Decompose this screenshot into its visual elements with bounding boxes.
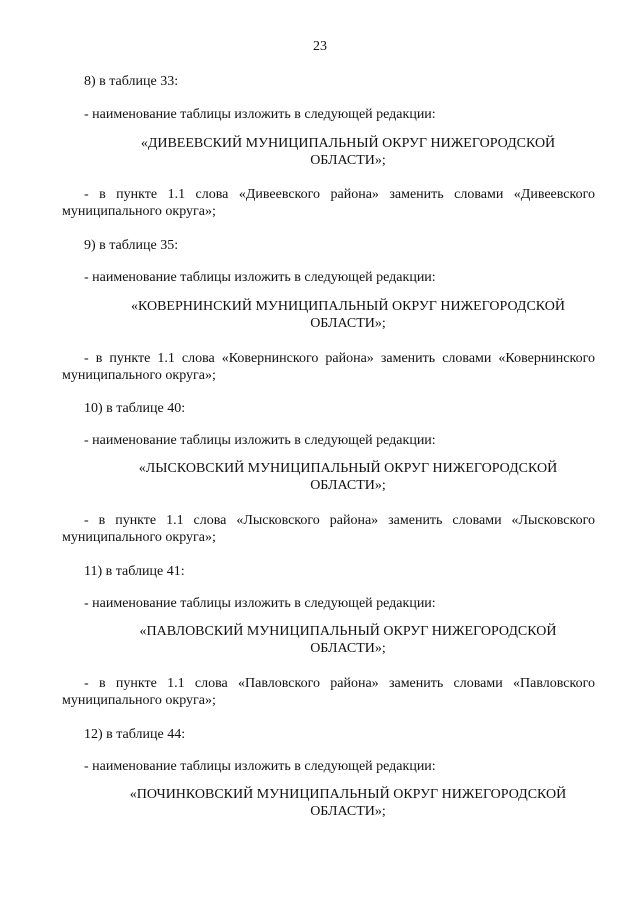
table-heading: «ПОЧИНКОВСКИЙ МУНИЦИПАЛЬНЫЙ ОКРУГ НИЖЕГОРОДСКОЙ ОБЛАСТИ»;	[129, 787, 567, 819]
amendment-clause: - в пункте 1.1 слова «Лысковского района» заменить словами «Лысковского муниципального округа»;	[62, 513, 595, 545]
table-heading: «КОВЕРНИНСКИЙ МУНИЦИПАЛЬНЫЙ ОКРУГ НИЖЕГОРОДСКОЙ ОБЛАСТИ»;	[130, 299, 566, 331]
amendment-intro: 11) в таблице 41:	[84, 564, 185, 579]
page-number: 23	[313, 39, 327, 54]
table-heading: «ПАВЛОВСКИЙ МУНИЦИПАЛЬНЫЙ ОКРУГ НИЖЕГОРОДСКОЙ ОБЛАСТИ»;	[139, 624, 557, 656]
rename-instruction: - наименование таблицы изложить в следующей редакции:	[84, 107, 436, 122]
amendment-intro: 10) в таблице 40:	[84, 401, 186, 416]
table-heading: «ЛЫСКОВСКИЙ МУНИЦИПАЛЬНЫЙ ОКРУГ НИЖЕГОРОДСКОЙ ОБЛАСТИ»;	[138, 461, 558, 493]
rename-instruction: - наименование таблицы изложить в следующей редакции:	[84, 433, 436, 448]
amendment-clause: - в пункте 1.1 слова «Дивеевского района» заменить словами «Дивеевского муниципального округа»;	[62, 187, 595, 219]
amendment-intro: 8) в таблице 33:	[84, 74, 179, 89]
rename-instruction: - наименование таблицы изложить в следующей редакции:	[84, 270, 436, 285]
rename-instruction: - наименование таблицы изложить в следующей редакции:	[84, 759, 436, 774]
amendment-clause: - в пункте 1.1 слова «Павловского района» заменить словами «Павловского муниципального округа»;	[62, 676, 595, 708]
rename-instruction: - наименование таблицы изложить в следующей редакции:	[84, 596, 436, 611]
amendment-clause: - в пункте 1.1 слова «Ковернинского района» заменить словами «Ковернинского муниципального округа»;	[62, 351, 595, 383]
amendment-intro: 9) в таблице 35:	[84, 238, 179, 253]
amendment-intro: 12) в таблице 44:	[84, 727, 186, 742]
table-heading: «ДИВЕЕВСКИЙ МУНИЦИПАЛЬНЫЙ ОКРУГ НИЖЕГОРОДСКОЙ ОБЛАСТИ»;	[140, 136, 556, 168]
